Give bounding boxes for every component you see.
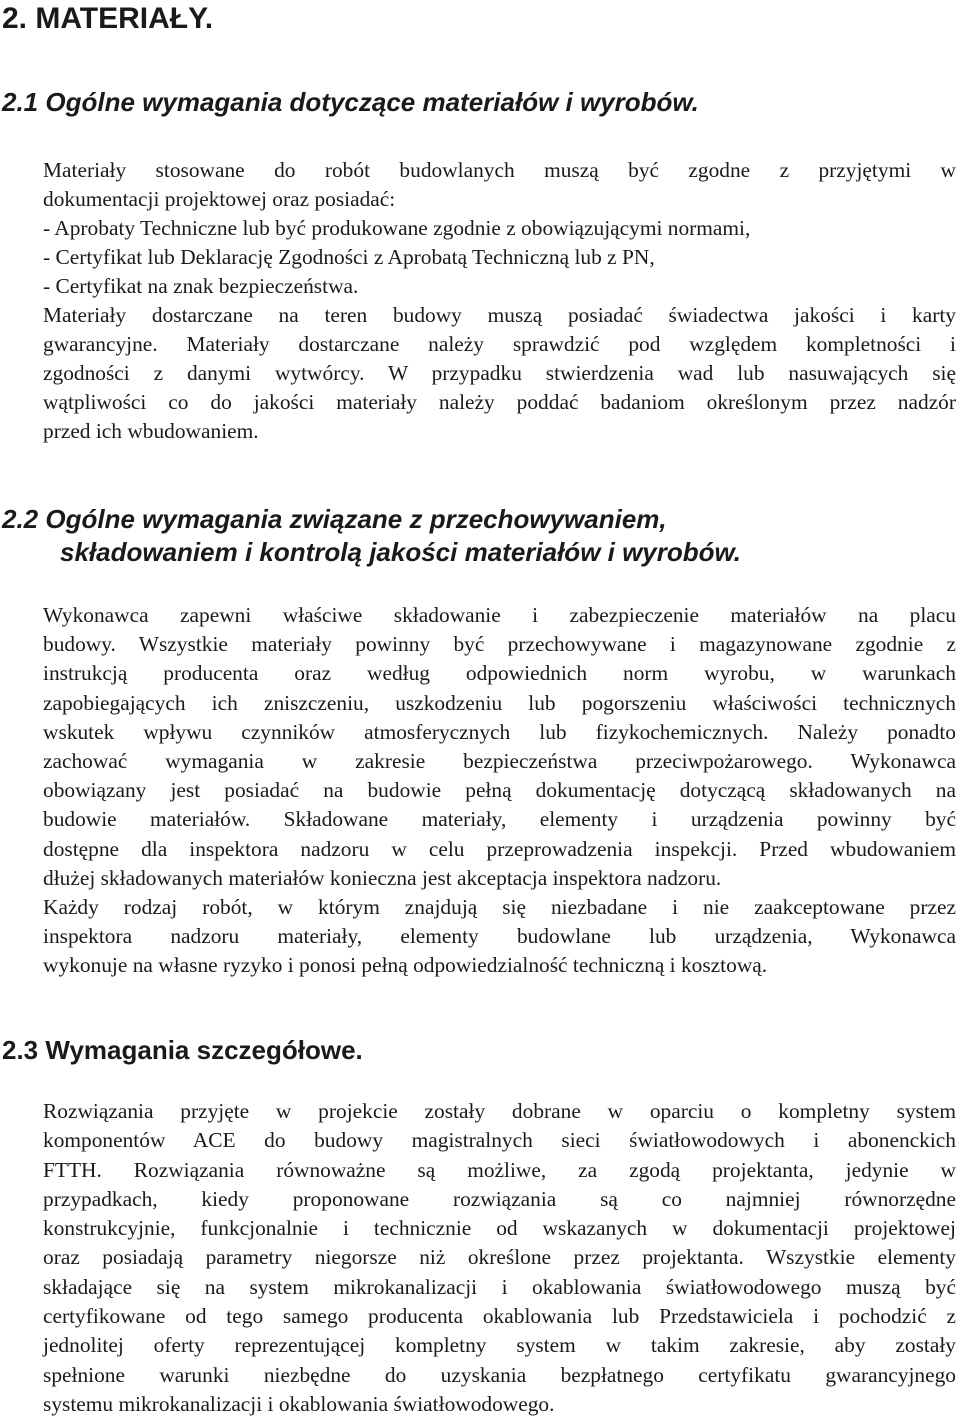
text-line: zachować wymagania w zakresie bezpieczeństwa przeciwpożarowego. Wykonawca bbox=[43, 749, 956, 774]
text-line: dłużej składowanych materiałów konieczna jest akceptacja inspektora nadzoru. bbox=[43, 865, 722, 890]
text-line: systemu mikrokanalizacji i okablowania światłowodowego. bbox=[43, 1391, 555, 1416]
text-line: spełnione warunki niezbędne do uzyskania bezpłatnego certyfikatu gwarancyjnego bbox=[43, 1362, 956, 1387]
heading-2-2-line1: 2.2 Ogólne wymagania związane z przechowywaniem, bbox=[2, 504, 667, 534]
list-item: - Aprobaty Techniczne lub być produkowane zgodnie z obowiązującymi normami, bbox=[43, 216, 751, 240]
paragraph-2-1 bbox=[43, 156, 956, 446]
text-line: Materiały stosowane do robót budowlanych muszą być zgodne z przyjętymi w bbox=[43, 158, 956, 182]
text-line: wątpliwości co do jakości materiały należy poddać badaniom określonym przez nadzór bbox=[43, 390, 956, 414]
text-line: jednolitej oferty reprezentującej kompletny system w takim zakresie, aby zostały bbox=[43, 1333, 956, 1358]
text-line: wykonuje na własne ryzyko i ponosi pełną odpowiedzialność techniczną i kosztową. bbox=[43, 953, 768, 978]
text-line: budowy. Wszystkie materiały powinny być przechowywane i magazynowane zgodnie z bbox=[43, 632, 956, 657]
text-line: konstrukcyjnie, funkcjonalnie i technicznie od wskazanych w dokumentacji projektowej bbox=[43, 1216, 956, 1241]
text-line: Materiały dostarczane na teren budowy muszą posiadać świadectwa jakości i karty bbox=[43, 303, 956, 327]
text-line: przed ich wbudowaniem. bbox=[43, 419, 259, 443]
section-title: 2. MATERIAŁY. bbox=[2, 2, 214, 35]
text-line: budowie materiałów. Składowane materiały, elementy i urządzenia powinny być bbox=[43, 807, 956, 832]
text-line: dokumentacji projektowej oraz posiadać: bbox=[43, 187, 396, 211]
list-item: - Certyfikat na znak bezpieczeństwa. bbox=[43, 274, 359, 298]
paragraph-2-3 bbox=[43, 1097, 956, 1419]
text-line: oraz posiadają parametry niegorsze niż określone przez projektanta. Wszystkie elementy bbox=[43, 1245, 956, 1270]
heading-2-2 bbox=[2, 503, 741, 569]
text-line: zapobiegających ich zniszczeniu, uszkodzeniu lub pogorszeniu właściwości technicznych bbox=[43, 690, 956, 715]
text-line: wskutek wpływu czynników atmosferycznych lub fizykochemicznych. Należy ponadto bbox=[43, 719, 956, 744]
heading-2-3: 2.3 Wymagania szczegółowe. bbox=[2, 1035, 363, 1065]
text-line: zgodności z danymi wytwórcy. W przypadku stwierdzenia wad lub nasuwających się bbox=[43, 361, 956, 385]
text-line: inspektora nadzoru materiały, elementy budowlane lub urządzenia, Wykonawca bbox=[43, 924, 956, 949]
text-line: dostępne dla inspektora nadzoru w celu przeprowadzenia inspekcji. Przed wbudowaniem bbox=[43, 836, 956, 861]
text-line: certyfikowane od tego samego producenta okablowania lub Przedstawiciela i pochodzić z bbox=[43, 1304, 956, 1329]
text-line: Rozwiązania przyjęte w projekcie zostały dobrane w oparciu o kompletny system bbox=[43, 1099, 956, 1123]
list-item: - Certyfikat lub Deklarację Zgodności z Aprobatą Techniczną lub z PN, bbox=[43, 245, 655, 269]
text-line: gwarancyjne. Materiały dostarczane należy sprawdzić pod względem kompletności i bbox=[43, 332, 956, 356]
text-line: przypadkach, kiedy proponowane rozwiązania są co najmniej równorzędne bbox=[43, 1186, 956, 1211]
heading-2-2-line2: składowaniem i kontrolą jakości materiałów i wyrobów. bbox=[60, 537, 742, 567]
text-line: FTTH. Rozwiązania równoważne są możliwe, za zgodą projektanta, jedynie w bbox=[43, 1157, 956, 1182]
text-line: składające się na system mikrokanalizacji i okablowania światłowodowego muszą być bbox=[43, 1274, 956, 1299]
text-line: instrukcją producenta oraz według odpowiednich norm wyrobu, w warunkach bbox=[43, 661, 956, 686]
heading-2-1: 2.1 Ogólne wymagania dotyczące materiałów i wyrobów. bbox=[2, 87, 699, 117]
paragraph-2-2 bbox=[43, 601, 956, 981]
text-line: Każdy rodzaj robót, w którym znajdują się niezbadane i nie zaakceptowane przez bbox=[43, 895, 956, 920]
text-line: komponentów ACE do budowy magistralnych sieci światłowodowych i abonenckich bbox=[43, 1128, 956, 1153]
text-line: Wykonawca zapewni właściwe składowanie i zabezpieczenie materiałów na placu bbox=[43, 603, 956, 627]
text-line: obowiązany jest posiadać na budowie pełną dokumentację dotyczącą składowanych na bbox=[43, 778, 956, 803]
